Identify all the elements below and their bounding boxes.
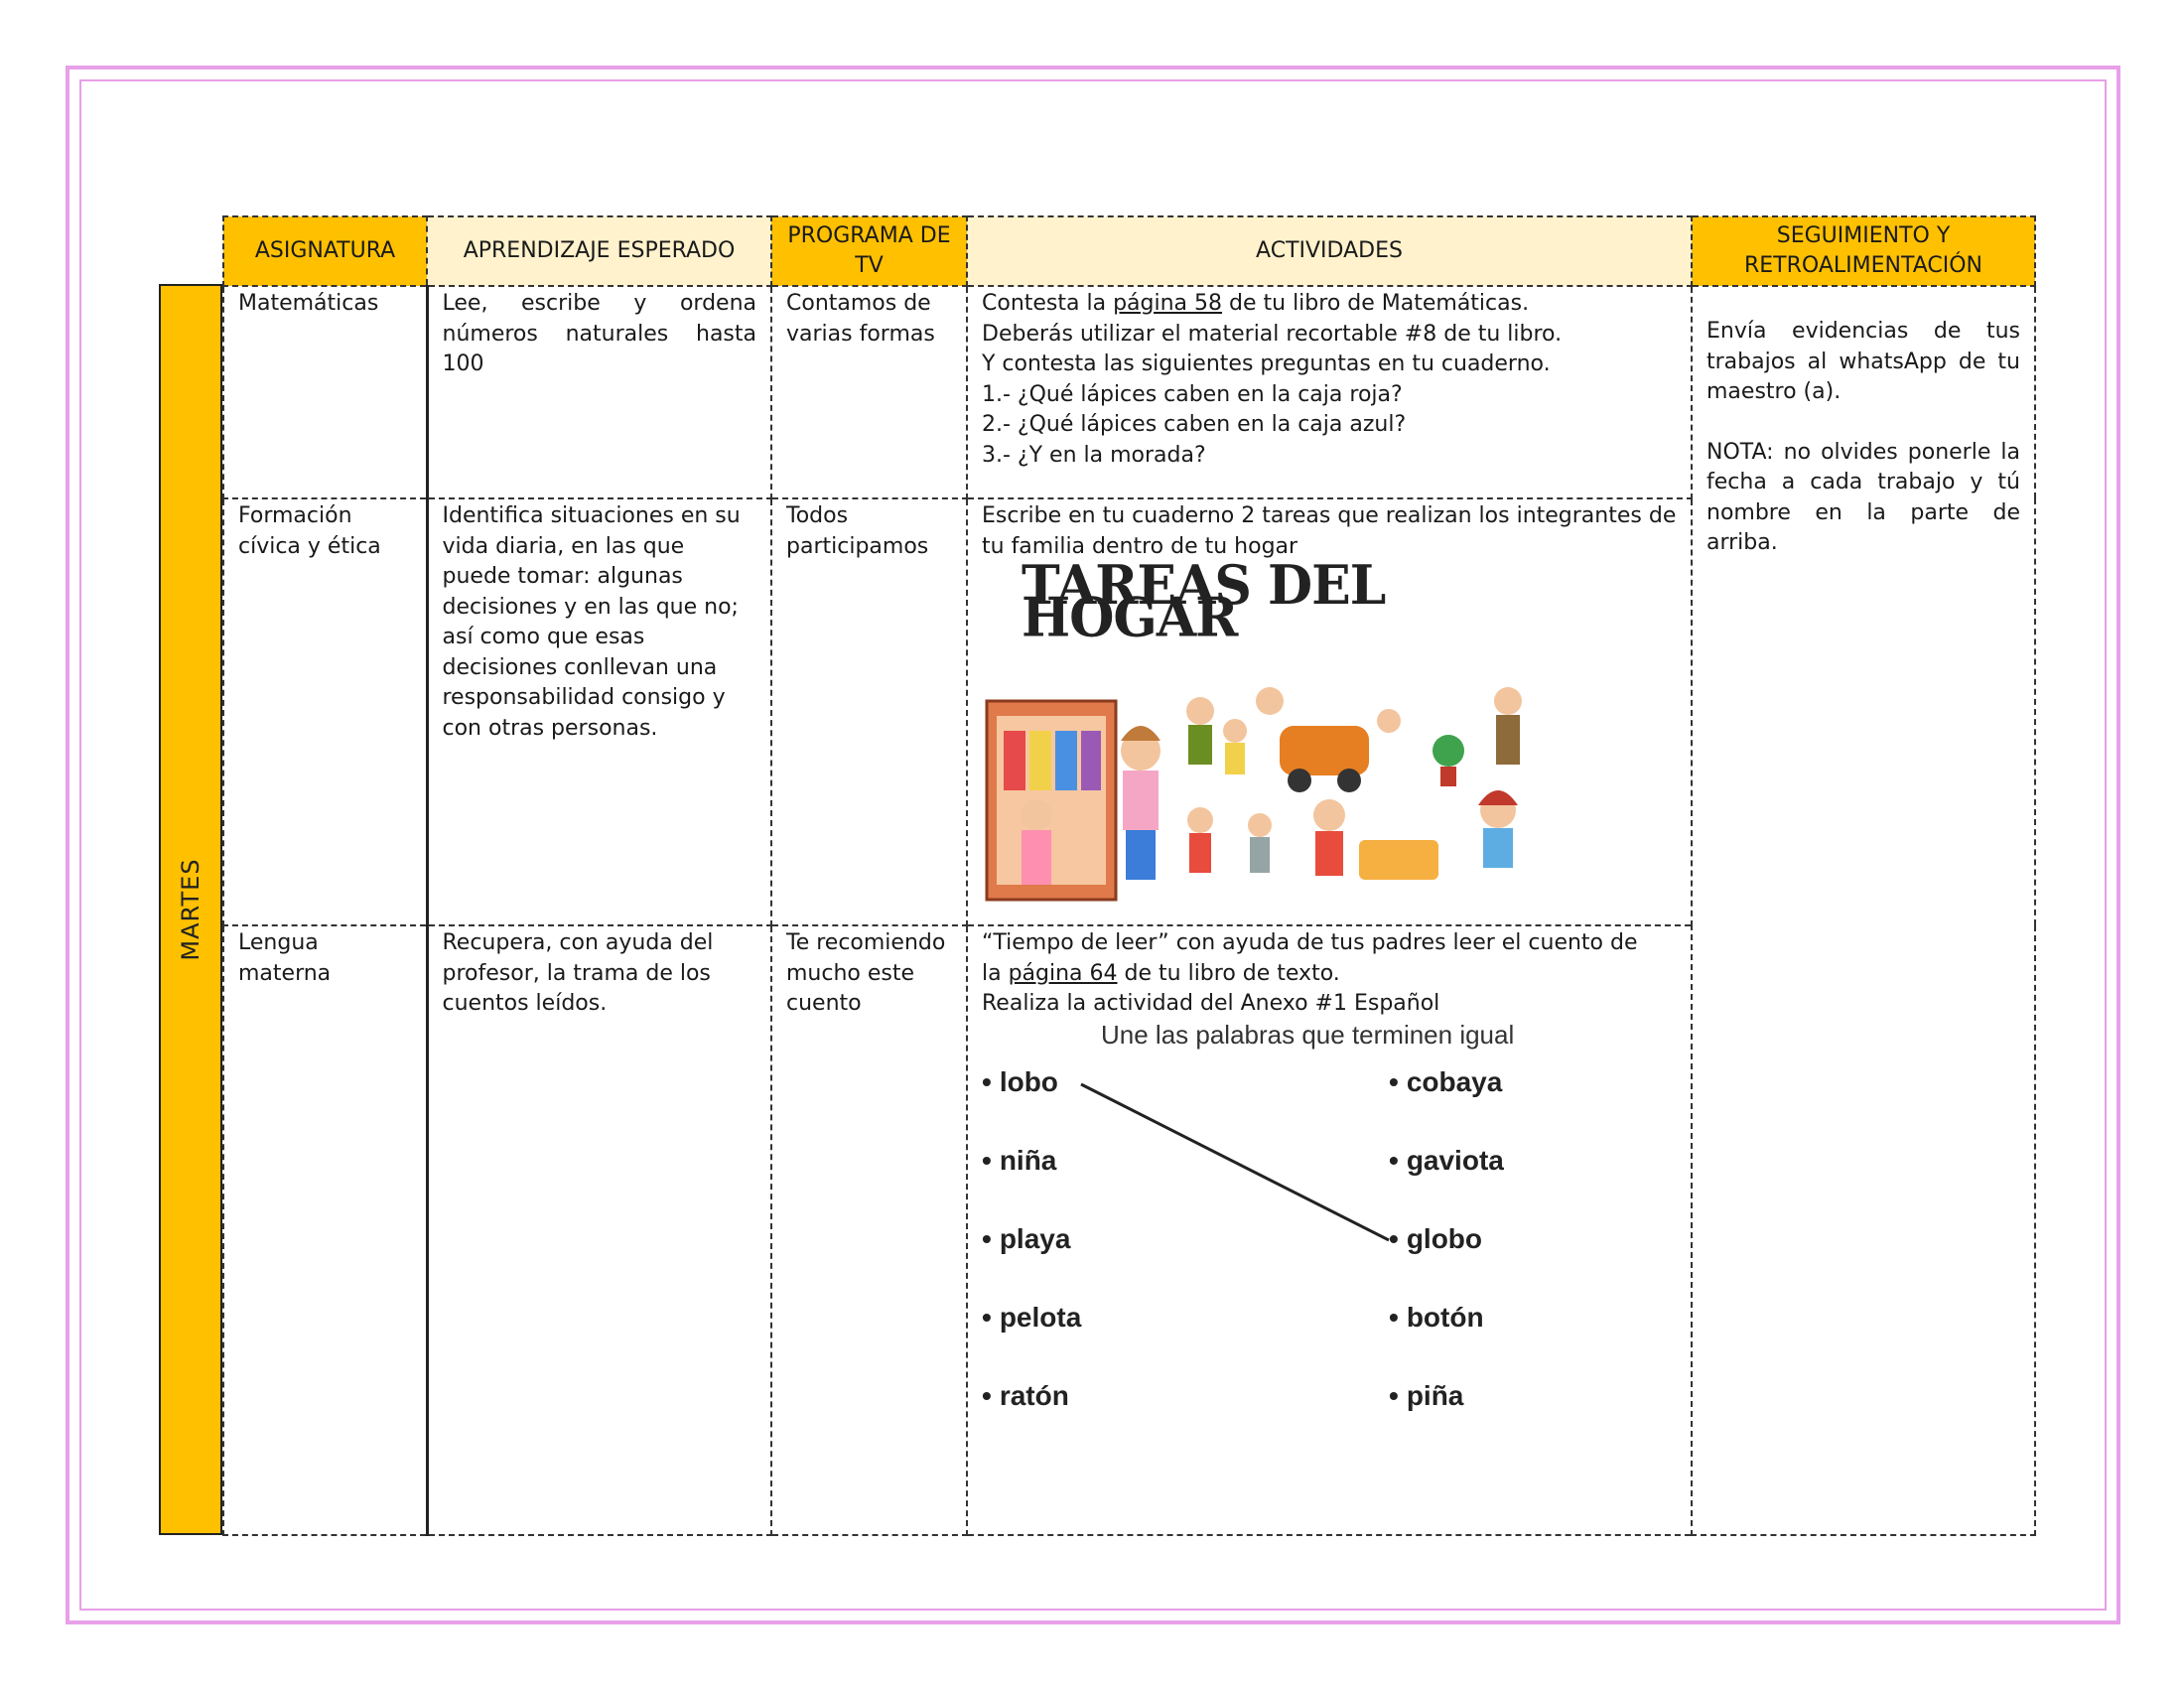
worksheet-title: Une las palabras que terminen igual xyxy=(1101,1019,1515,1050)
right-word-1: • cobaya xyxy=(1389,1065,1503,1097)
matching-worksheet xyxy=(982,1020,1677,1427)
header-seguimiento: SEGUIMIENTO Y RETROALIMENTACIÓN xyxy=(1692,216,2035,286)
chores-illustration xyxy=(982,632,1577,919)
left-word-5: • ratón xyxy=(982,1379,1069,1411)
household-chores-image xyxy=(982,553,1577,919)
cell-seguimiento xyxy=(1692,286,2035,1535)
seguimiento-note: NOTA: no olvides ponerle la fecha a cada trabajo y tú nombre en la parte de arriba. xyxy=(1706,439,2020,555)
cell-aprendizaje: Recupera, con ayuda del profesor, la trama de los cuentos leídos. xyxy=(427,925,771,1535)
right-word-2: • gaviota xyxy=(1389,1144,1504,1176)
header-aprendizaje: APRENDIZAJE ESPERADO xyxy=(427,216,771,286)
cell-programa: Contamos de varias formas xyxy=(771,286,967,498)
activity-line xyxy=(982,289,1677,320)
left-word-1: • lobo xyxy=(982,1065,1058,1097)
right-word-5: • piña xyxy=(1389,1379,1464,1411)
activity-line: Realiza la actividad del Anexo #1 Español xyxy=(982,991,1440,1016)
cell-asignatura: Matemáticas xyxy=(223,286,427,498)
activity-text: Contesta la xyxy=(982,291,1114,316)
cell-programa: Te recomiendo mucho este cuento xyxy=(771,925,967,1535)
cell-aprendizaje: Identifica situaciones en su vida diaria, en las que puede tomar: algunas decisiones y en las que no; así como que esas decisiones conllevan una responsabilidad consigo y con otras personas. xyxy=(427,498,771,925)
seguimiento-paragraph-1: Envía evidencias de tus trabajos al whatsApp de tu maestro (a). xyxy=(1706,319,2020,404)
cell-actividades xyxy=(967,925,1692,1535)
table-row-matematicas xyxy=(223,286,2035,498)
left-word-2: • niña xyxy=(982,1144,1057,1176)
question-2: 2.- ¿Qué lápices caben en la caja azul? xyxy=(982,412,1407,437)
activity-text: Escribe en tu cuaderno 2 tareas que realizan los integrantes de tu familia dentro de tu hogar xyxy=(982,503,1677,559)
cell-asignatura: Formación cívica y ética xyxy=(223,498,427,925)
question-1: 1.- ¿Qué lápices caben en la caja roja? xyxy=(982,381,1403,407)
right-word-4: • botón xyxy=(1389,1301,1484,1333)
cell-programa: Todos participamos xyxy=(771,498,967,925)
header-row xyxy=(223,216,2035,286)
cell-actividades xyxy=(967,286,1692,498)
day-column xyxy=(159,284,222,1535)
page-link[interactable]: página 64 xyxy=(1008,960,1118,986)
match-line xyxy=(982,1020,1677,1427)
header-asignatura: ASIGNATURA xyxy=(223,216,427,286)
activity-line xyxy=(982,959,1677,990)
header-programa: PROGRAMA DE TV xyxy=(771,216,967,286)
left-word-3: • playa xyxy=(982,1222,1071,1254)
lesson-plan-table xyxy=(222,215,2036,1536)
cell-aprendizaje: Lee, escribe y ordena números naturales hasta 100 xyxy=(427,286,771,498)
question-3: 3.- ¿Y en la morada? xyxy=(982,442,1206,468)
page-link[interactable]: página 58 xyxy=(1113,291,1223,316)
right-word-3: • globo xyxy=(1389,1222,1483,1254)
activity-text: de tu libro de texto. xyxy=(1117,960,1340,986)
activity-line: “Tiempo de leer” con ayuda de tus padres leer el cuento de xyxy=(982,930,1638,955)
image-title: TAREAS DEL HOGAR xyxy=(1022,553,1386,649)
cell-asignatura: Lengua materna xyxy=(223,925,427,1535)
cell-actividades xyxy=(967,498,1692,925)
activity-line: Deberás utilizar el material recortable #8 de tu libro. xyxy=(982,321,1563,347)
left-word-4: • pelota xyxy=(982,1301,1082,1333)
activity-text: la xyxy=(982,960,1009,986)
day-label: MARTES xyxy=(177,858,205,961)
activity-line: Y contesta las siguientes preguntas en tu cuaderno. xyxy=(982,352,1551,376)
header-actividades: ACTIVIDADES xyxy=(967,216,1692,286)
activity-text: de tu libro de Matemáticas. xyxy=(1222,291,1530,316)
